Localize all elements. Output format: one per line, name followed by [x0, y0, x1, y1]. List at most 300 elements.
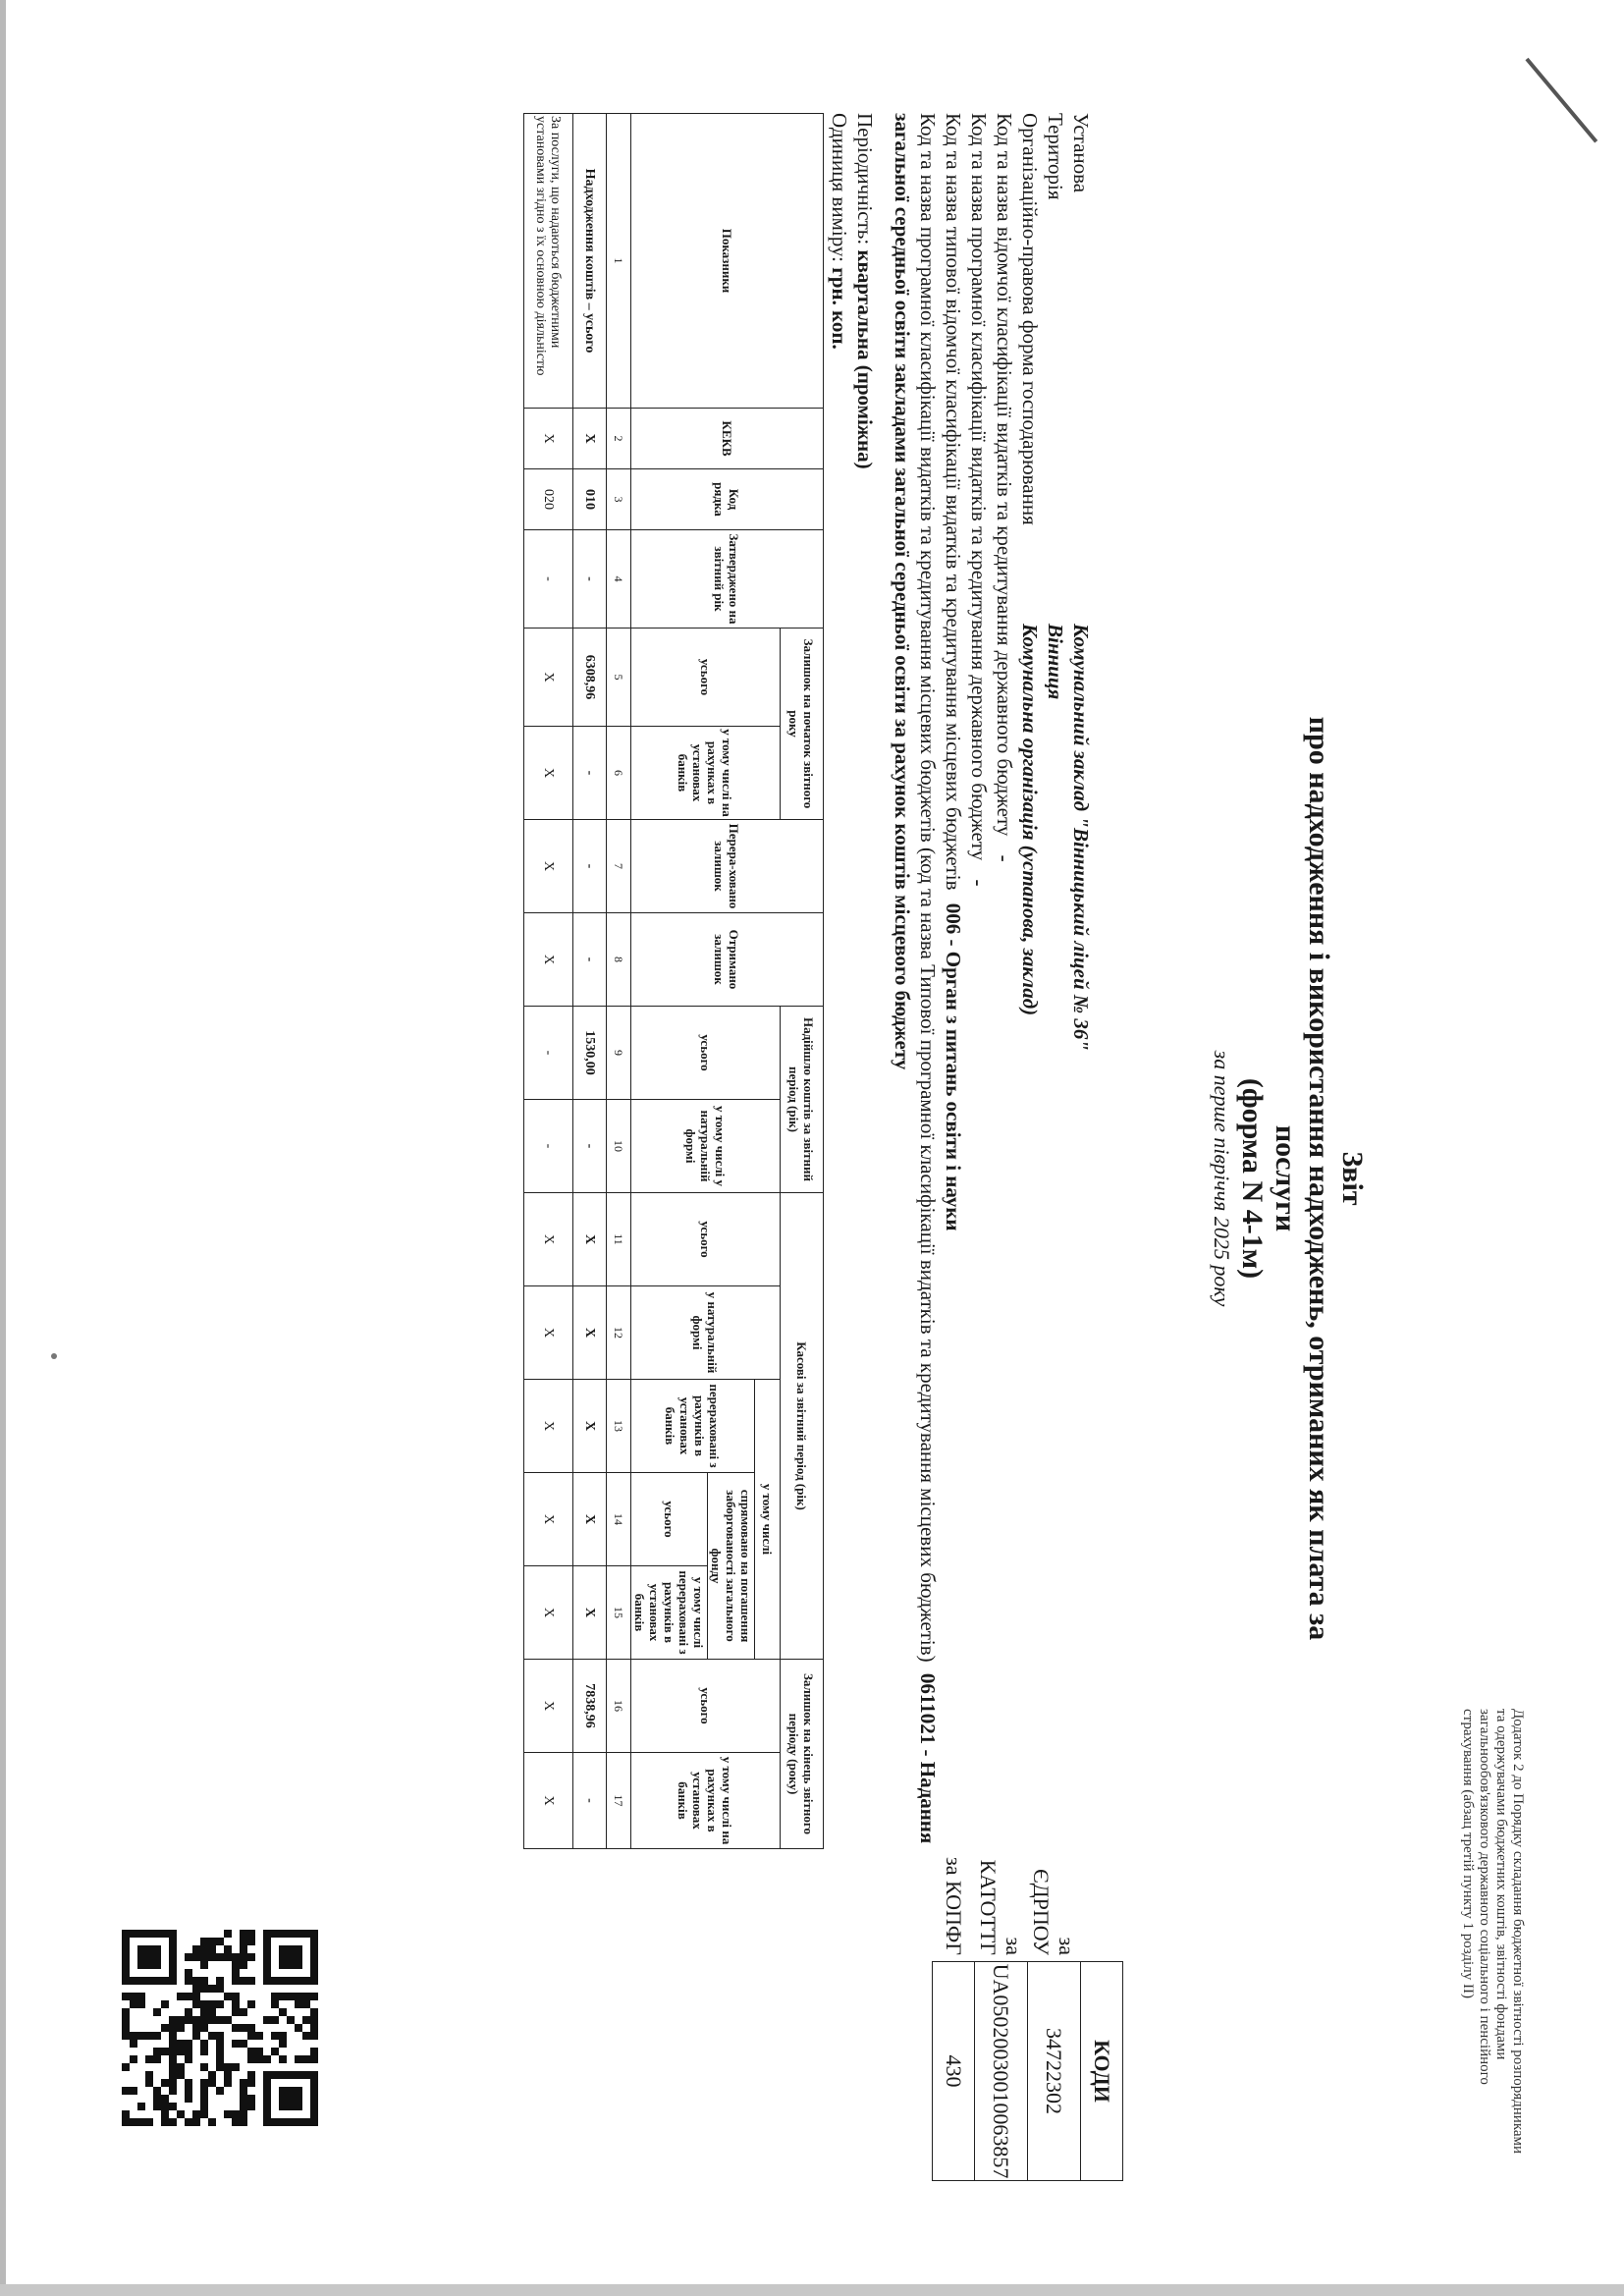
qr-module: [271, 2048, 279, 2055]
field-label: Код та назва відомчої класифікації видатків та кредитування державного бюджету: [993, 113, 1016, 837]
qr-module: [247, 1977, 255, 1985]
qr-module: [169, 2087, 177, 2095]
table-cell: X: [524, 913, 573, 1007]
qr-module: [161, 2118, 169, 2126]
qr-module: [161, 2024, 169, 2032]
qr-module: [192, 1993, 200, 2000]
header-debt: спрямовано на погашення заборгованості загального фонду: [708, 1473, 755, 1660]
qr-module: [145, 2118, 153, 2126]
qr-module: [192, 2032, 200, 2040]
title-line-3: (форма N 4-1м): [1236, 1077, 1269, 1280]
qr-module: [232, 1969, 240, 1977]
qr-module: [310, 2008, 318, 2016]
title-line-2: про надходження і використання надходжень, отриманих як плата за послуги: [1270, 716, 1335, 1641]
codes-header: КОДИ: [1081, 1962, 1123, 2181]
field-value: Комунальний заклад "Вінницький ліцей № 36": [1069, 624, 1093, 1052]
qr-module: [208, 2032, 216, 2040]
qr-module: [232, 1977, 240, 1985]
header-incl-natural: у тому числі у натуральній формі: [631, 1100, 781, 1193]
table-cell: X: [524, 629, 573, 727]
header-total: усього: [631, 629, 781, 727]
qr-module: [200, 2087, 208, 2095]
qr-module: [137, 2103, 145, 2110]
header-cash: Касові за звітний період (рік): [781, 1193, 824, 1660]
qr-module: [130, 2032, 137, 2040]
qr-module: [232, 1993, 240, 2000]
qr-module: [200, 2095, 208, 2103]
qr-module: [247, 2055, 255, 2063]
qr-module: [200, 2024, 208, 2032]
qr-module: [263, 2016, 271, 2024]
qr-module: [153, 2087, 161, 2095]
qr-module: [200, 2110, 208, 2118]
qr-module: [224, 2063, 232, 2071]
field-value: -: [967, 879, 991, 887]
qr-module: [302, 2032, 310, 2040]
field-value: Вінниця: [1044, 624, 1067, 700]
table-cell: X: [524, 1286, 573, 1380]
qr-module: [185, 2040, 192, 2048]
qr-module: [137, 1945, 161, 1969]
qr-module: [310, 2016, 318, 2024]
qr-module: [247, 1938, 255, 1945]
qr-module: [185, 2016, 192, 2024]
qr-module: [122, 2118, 130, 2126]
qr-module: [153, 2032, 161, 2040]
code-value-edrpou: 34722302: [1028, 1962, 1081, 2181]
header-total: усього: [631, 1007, 781, 1100]
qr-module: [208, 1953, 216, 1961]
qr-module: [185, 1993, 192, 2000]
header-debt-bank: у тому числі перераховані з рахунків в установах банків: [631, 1566, 708, 1660]
column-number: 8: [607, 913, 631, 1007]
row-code: 020: [524, 469, 573, 530]
periodicity-block: [827, 113, 878, 469]
qr-module: [271, 1993, 279, 2000]
qr-module: [310, 2024, 318, 2032]
header-natural: у натуральній формі: [631, 1286, 781, 1380]
qr-module: [216, 1953, 224, 1961]
qr-module: [224, 2110, 232, 2118]
qr-module: [247, 2024, 255, 2032]
qr-module: [263, 2055, 271, 2063]
report-fields: [890, 113, 1094, 1881]
table-cell: X: [524, 1753, 573, 1849]
qr-module: [200, 2079, 208, 2087]
qr-module: [137, 2000, 145, 2008]
qr-module: [185, 2118, 192, 2126]
qr-module: [240, 2110, 247, 2118]
qr-module: [240, 2095, 247, 2103]
header-balance-end: Залишок на кінець звітного періоду (року): [781, 1660, 824, 1849]
qr-module: [216, 2048, 224, 2055]
qr-module: [224, 1953, 232, 1961]
qr-module: [240, 1977, 247, 1985]
qr-module: [122, 1993, 130, 2000]
qr-module: [302, 2000, 310, 2008]
table-cell: X: [524, 820, 573, 913]
qr-module: [310, 2048, 318, 2055]
qr-module: [216, 2000, 224, 2008]
qr-module: [279, 1993, 287, 2000]
qr-module: [185, 1953, 192, 1961]
qr-module: [240, 2087, 247, 2095]
qr-module: [137, 1993, 145, 2000]
column-number: 1: [607, 114, 631, 409]
qr-module: [232, 2110, 240, 2118]
qr-module: [216, 1938, 224, 1945]
qr-module: [185, 1977, 192, 1985]
qr-module: [169, 2103, 177, 2110]
qr-module: [145, 2071, 153, 2079]
qr-module: [161, 2079, 169, 2087]
qr-module: [208, 2118, 216, 2126]
qr-module: [161, 2103, 169, 2110]
qr-module: [279, 2040, 287, 2048]
qr-module: [153, 2103, 161, 2110]
qr-module: [130, 2087, 137, 2095]
field-label: Організаційно-правова форма господарювання: [1018, 113, 1042, 525]
qr-module: [130, 2055, 137, 2063]
field-label: Код та назва програмної класифікації видатків та кредитування державного бюджету: [967, 113, 991, 861]
qr-module: [255, 2048, 263, 2055]
qr-module: [200, 2040, 208, 2048]
table-cell: X: [573, 1193, 607, 1286]
qr-module: [130, 1993, 137, 2000]
qr-module: [200, 1985, 208, 1993]
qr-module: [130, 2040, 137, 2048]
qr-module: [224, 1930, 232, 1938]
row-kekv: X: [573, 409, 607, 469]
column-number: 3: [607, 469, 631, 530]
qr-module: [200, 2008, 208, 2016]
table-cell: -: [573, 530, 607, 629]
qr-module: [224, 1945, 232, 1953]
qr-module: [240, 2103, 247, 2110]
qr-module: [122, 2032, 130, 2040]
qr-module: [192, 2110, 200, 2118]
qr-module: [295, 2024, 302, 2032]
field-label: Установа: [1069, 113, 1093, 193]
qr-module: [169, 2024, 177, 2032]
table-cell: X: [573, 1380, 607, 1473]
table-cell: -: [524, 530, 573, 629]
qr-module: [302, 2055, 310, 2063]
qr-module: [216, 2063, 224, 2071]
qr-module: [310, 2032, 318, 2040]
qr-module: [169, 2079, 177, 2087]
field-program-local: [890, 113, 941, 1881]
qr-module: [247, 2032, 255, 2040]
table-cell: -: [573, 913, 607, 1007]
qr-module: [279, 2055, 287, 2063]
table-cell: -: [524, 1100, 573, 1193]
code-value-kopfg: 430: [933, 1962, 975, 2181]
field-program-code: [966, 113, 992, 1881]
qr-module: [255, 2032, 263, 2040]
qr-module: [287, 2016, 295, 2024]
qr-module: [169, 2032, 177, 2040]
field-value: 0611021 - Надання загальної середньої освіти закладами загальної середньої освіти за рахунок коштів місцевого бюджету: [891, 113, 940, 1844]
header-transferred: Перера-ховано залишок: [631, 820, 824, 913]
qr-module: [200, 2103, 208, 2110]
header-income: Надійшло коштів за звітний період (рік): [781, 1007, 824, 1193]
header-incl-bank: у тому числі на рахунках в установах банків: [631, 727, 781, 820]
code-label-edrpou: за ЄДРПОУ: [1029, 1869, 1080, 1955]
qr-module: [192, 1945, 200, 1953]
qr-module: [177, 2024, 185, 2032]
qr-module: [232, 1961, 240, 1969]
qr-module: [247, 2000, 255, 2008]
field-label: Код та назва програмної класифікації видатків та кредитування місцевих бюджетів (код та назва Типової програмної класифікації видатків та кредитування місцевих бюджетів): [916, 113, 940, 1663]
table-cell: -: [524, 1007, 573, 1100]
qr-module: [122, 2063, 130, 2071]
column-number: 17: [607, 1753, 631, 1849]
qr-module: [192, 1985, 200, 1993]
qr-module: [295, 1993, 302, 2000]
column-number: 2: [607, 409, 631, 469]
qr-module: [122, 2024, 130, 2032]
qr-module: [200, 2000, 208, 2008]
qr-module: [200, 1953, 208, 1961]
qr-module: [153, 2008, 161, 2016]
qr-module: [153, 2048, 161, 2055]
qr-module: [153, 2095, 161, 2103]
code-label-katottg: за КАТОТТГ: [976, 1859, 1027, 1955]
qr-module: [279, 2008, 287, 2016]
qr-module: [279, 2032, 287, 2040]
qr-module: [224, 1993, 232, 2000]
qr-module: [185, 2095, 192, 2103]
qr-module: [302, 2016, 310, 2024]
qr-module: [192, 2000, 200, 2008]
qr-module: [177, 1993, 185, 2000]
code-value-katottg: UA05020030010063857: [975, 1962, 1028, 2181]
qr-module: [247, 2103, 255, 2110]
qr-module: [240, 2040, 247, 2048]
report-title: [1208, 687, 1369, 1669]
qr-module: [232, 1953, 240, 1961]
field-label: Територія: [1044, 113, 1067, 200]
table-cell: X: [524, 1473, 573, 1566]
qr-module: [200, 1961, 208, 1969]
table-cell: X: [573, 1473, 607, 1566]
qr-module: [216, 2087, 224, 2095]
qr-module: [310, 1993, 318, 2000]
table-cell: X: [573, 1566, 607, 1660]
qr-module: [208, 2000, 216, 2008]
qr-module: [310, 2055, 318, 2063]
header-approved: Затверджено на звітний рік: [631, 530, 824, 629]
table-cell: X: [524, 727, 573, 820]
unit-value: грн. коп.: [828, 267, 851, 350]
qr-module: [216, 1977, 224, 1985]
qr-module: [232, 2000, 240, 2008]
qr-module: [169, 2071, 177, 2079]
field-org-form: [1017, 113, 1043, 1881]
qr-module: [247, 2079, 255, 2087]
column-number: 10: [607, 1100, 631, 1193]
field-value: Комунальна організація (установа, заклад): [1018, 624, 1042, 1016]
table-cell: -: [573, 1753, 607, 1849]
header-total: усього: [631, 1660, 781, 1753]
qr-module: [192, 1977, 200, 1985]
qr-module: [177, 2040, 185, 2048]
header-including: у тому числі: [755, 1380, 781, 1660]
qr-module: [224, 2071, 232, 2079]
qr-module: [177, 2071, 185, 2079]
qr-module: [137, 2032, 145, 2040]
qr-module: [200, 2063, 208, 2071]
header-row-code: Код рядка: [631, 469, 824, 530]
qr-module: [271, 2000, 279, 2008]
qr-module: [247, 1953, 255, 1961]
header-incl-bank: у тому числі на рахунках в установах банків: [631, 1753, 781, 1849]
field-value: 006 - Орган з питань освіти і науки: [942, 902, 965, 1231]
qr-module: [279, 2087, 302, 2110]
code-label-kopfg: за КОПФГ: [942, 1857, 966, 1955]
qr-module: [216, 2055, 224, 2063]
qr-module: [192, 2024, 200, 2032]
table-cell: 6308,96: [573, 629, 607, 727]
qr-module: [295, 2000, 302, 2008]
qr-module: [177, 2063, 185, 2071]
column-number: 14: [607, 1473, 631, 1566]
qr-module: [279, 1945, 302, 1969]
field-dept-code: [992, 113, 1017, 1881]
table-cell: X: [573, 1286, 607, 1380]
qr-module: [169, 2040, 177, 2048]
field-territory: [1043, 113, 1068, 1881]
qr-module: [192, 2016, 200, 2024]
qr-module: [185, 2008, 192, 2016]
qr-module: [287, 1993, 295, 2000]
qr-module: [295, 2055, 302, 2063]
report-period: за перше півріччя 2025 року: [1210, 1050, 1234, 1307]
column-number: 15: [607, 1566, 631, 1660]
qr-module: [271, 2032, 279, 2040]
qr-module: [169, 2055, 177, 2063]
qr-module: [153, 2055, 161, 2063]
header-kekv: КЕКВ: [631, 409, 824, 469]
qr-module: [145, 2032, 153, 2040]
qr-module: [208, 2079, 216, 2087]
unit-label: Одиниця виміру:: [828, 113, 851, 262]
qr-module: [208, 2071, 216, 2079]
qr-module: [232, 2040, 240, 2048]
column-number: 6: [607, 727, 631, 820]
qr-module: [240, 2118, 247, 2126]
column-number: 7: [607, 820, 631, 913]
codes-box: [932, 1846, 1123, 2181]
table-cell: X: [524, 1380, 573, 1473]
qr-module: [177, 2048, 185, 2055]
qr-module: [192, 1953, 200, 1961]
report-table: [523, 113, 824, 1849]
qr-module: [145, 2079, 153, 2087]
qr-module: [240, 1938, 247, 1945]
column-number: 9: [607, 1007, 631, 1100]
table-cell: 1530,00: [573, 1007, 607, 1100]
qr-module: [185, 1969, 192, 1977]
row-kekv: X: [524, 409, 573, 469]
field-institution: [1068, 113, 1094, 1881]
qr-module: [240, 1961, 247, 1969]
field-value: -: [993, 854, 1016, 862]
qr-module: [271, 2016, 279, 2024]
table-cell: 7838,96: [573, 1660, 607, 1753]
periodicity-value: квартальна (проміжна): [853, 249, 877, 469]
qr-module: [240, 1930, 247, 1938]
qr-module: [247, 1930, 255, 1938]
header-indicators: Показники: [631, 114, 824, 409]
appendix-note: Додаток 2 до Порядку складання бюджетної звітності розпорядниками та одержувачами бюджетних коштів, звітності фондами загальнообов'язкового державного соціального і пенсійного страхування (абзац третій пункту 1 розділу II): [1460, 1709, 1526, 2155]
qr-module: [208, 1945, 216, 1953]
header-total: усього: [631, 1473, 708, 1566]
table-cell: X: [524, 1660, 573, 1753]
row-indicator: Надходження коштів – усього: [573, 114, 607, 409]
qr-module: [232, 2063, 240, 2071]
qr-module: [200, 1977, 208, 1985]
qr-module: [302, 1993, 310, 2000]
table-cell: -: [573, 820, 607, 913]
table-cell: -: [573, 1100, 607, 1193]
qr-module: [208, 2008, 216, 2016]
qr-module: [255, 2055, 263, 2063]
column-number: 11: [607, 1193, 631, 1286]
qr-code: [122, 1930, 318, 2126]
qr-module: [224, 2016, 232, 2024]
row-indicator: За послуги, що надаються бюджетними установами згідно з їх основною діяльністю: [524, 114, 573, 409]
qr-module: [240, 2024, 247, 2032]
title-line-1: Звіт: [1336, 1151, 1369, 1206]
qr-module: [216, 2032, 224, 2040]
qr-module: [208, 2016, 216, 2024]
table-cell: -: [573, 727, 607, 820]
qr-module: [145, 2055, 153, 2063]
qr-module: [240, 2008, 247, 2016]
qr-module: [130, 2118, 137, 2126]
qr-module: [247, 2095, 255, 2103]
column-number: 13: [607, 1380, 631, 1473]
qr-module: [161, 2048, 169, 2055]
table-cell: X: [524, 1193, 573, 1286]
qr-module: [216, 1985, 224, 1993]
qr-module: [232, 2008, 240, 2016]
qr-module: [240, 1953, 247, 1961]
qr-module: [224, 2079, 232, 2087]
qr-module: [200, 1938, 208, 1945]
qr-module: [200, 2048, 208, 2055]
field-typical-dept: [941, 113, 966, 1881]
qr-module: [240, 2079, 247, 2087]
qr-module: [200, 2016, 208, 2024]
qr-module: [169, 2118, 177, 2126]
qr-module: [200, 1945, 208, 1953]
column-number: 4: [607, 530, 631, 629]
qr-module: [169, 2016, 177, 2024]
qr-module: [216, 2040, 224, 2048]
qr-module: [232, 2118, 240, 2126]
header-balance-start: Залишок на початок звітного року: [781, 629, 824, 820]
qr-module: [185, 2079, 192, 2087]
qr-module: [232, 2024, 240, 2032]
table-cell: X: [524, 1566, 573, 1660]
qr-module: [177, 2016, 185, 2024]
header-total: усього: [631, 1193, 781, 1286]
qr-module: [192, 2118, 200, 2126]
qr-module: [185, 2087, 192, 2095]
